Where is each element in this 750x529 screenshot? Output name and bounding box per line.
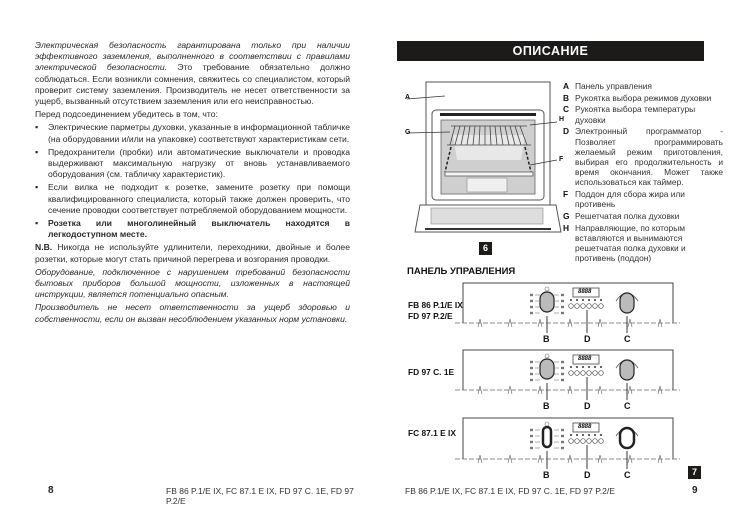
model-name: FC 87.1 E IX [408, 428, 456, 438]
mode-symbol [530, 373, 533, 375]
temperature-knob [620, 360, 634, 380]
programmer-icon [582, 434, 584, 436]
page-number: 9 [692, 485, 698, 496]
programmer-button [581, 304, 586, 309]
panel-1-display: 8888 [578, 289, 592, 295]
label-h: H [559, 116, 565, 123]
bullet-item: ▪ Если вилка не подходит к розетке, замените розетку при помощи квалифицированного специалиста, который также должен проверить, что сечение проводки соответствует потребляемой оборудованием мощности. [35, 182, 350, 216]
nb-label: N.B. [35, 242, 53, 253]
nb-paragraph [35, 242, 350, 264]
legend-text: Рукоятка выбора режимов духовки [575, 92, 712, 103]
panel-frame [463, 350, 673, 390]
bullet-item: ▪ Электрические парметры духовки, указанные в информационной табличке (на оборудовании и/или на упаковке) соответствуют характеристикам сети. [35, 122, 350, 144]
safety-text [35, 40, 350, 327]
programmer-icon [570, 299, 572, 301]
warning-italic-2: Производитель не несет ответственности за ущерб здоровью и собственности, если он вызван несоблюдением указанных норм установки. [35, 302, 350, 324]
panel-2-label-b: B [543, 401, 550, 411]
mode-symbol [530, 312, 533, 314]
before-connect-text: Перед подсоединением убедитесь в том, что: [35, 109, 218, 120]
programmer-icon [600, 434, 602, 436]
programmer-button [581, 439, 586, 444]
mode-knob [540, 359, 554, 379]
programmer-button [599, 439, 604, 444]
legend-text: Поддон для сбора жира или противень [575, 189, 685, 210]
mode-symbol [530, 367, 533, 369]
programmer-button [569, 304, 574, 309]
mode-symbol [530, 300, 533, 302]
knob-symbol [545, 354, 549, 358]
programmer-icon [600, 299, 602, 301]
label-a: A [405, 94, 411, 101]
mode-knob [543, 427, 551, 447]
panel-frame [463, 283, 673, 323]
programmer-icon [570, 366, 572, 368]
panel-frame [463, 418, 673, 459]
section-header: ОПИСАНИЕ [397, 41, 704, 61]
mode-symbol [561, 361, 564, 363]
mode-symbol [530, 361, 533, 363]
programmer-icon [576, 299, 578, 301]
mode-symbol [530, 435, 533, 437]
grounding-italic: Электрическая безопасность гарантирована только при наличии эффективного заземления, выполненного в соответствии с правилами электрической безопасности. [35, 40, 350, 73]
panel-3-display: 8888 [578, 424, 592, 430]
programmer-button [587, 439, 592, 444]
legend-key: F [563, 189, 569, 200]
mode-symbol [561, 312, 564, 314]
mode-symbol [561, 306, 564, 308]
mode-symbol [561, 373, 564, 375]
panel-1-label-c: C [624, 334, 631, 344]
programmer-icon [582, 366, 584, 368]
programmer-button [581, 371, 586, 376]
programmer-button [587, 371, 592, 376]
programmer-icon [588, 366, 590, 368]
mode-knob [540, 292, 554, 312]
panel-3-label-d: D [584, 470, 591, 480]
bullet-item: ▪ Предохранители (пробки) или автоматические выключатели и проводка выдерживают максимальную нагрузку от вновь устанавливаемого оборудования (см. табличку характеристик). [35, 147, 350, 181]
mode-symbol [561, 447, 564, 449]
label-f: F [559, 156, 564, 163]
mode-symbol [530, 447, 533, 449]
programmer-button [575, 439, 580, 444]
legend-text: Решетчатая полка духовки [575, 210, 680, 221]
legend-text: Рукоятка выбора температуры духовки [575, 104, 696, 125]
panel-2-label-d: D [584, 401, 591, 411]
programmer-button [569, 371, 574, 376]
nb-text: Никогда не используйте удлинители, переходники, двойные и более розетки, которые могут стать причиной перегрева и возгорания проводки. [35, 242, 350, 264]
programmer-icon [576, 434, 578, 436]
footer-models: FB 86 P.1/E IX, FC 87.1 E IX, FD 97 C. 1E, FD 97 P.2/E [166, 486, 354, 506]
legend-text: Электронный программатор - Позволяет программировать желаемый режим приготовления, выбирая его продолжительность и время окончания. Может также использоваться как таймер. [575, 126, 723, 188]
panel-3-label-c: C [624, 470, 631, 480]
programmer-button [593, 304, 598, 309]
programmer-button [599, 371, 604, 376]
knob-symbol [545, 287, 549, 291]
legend-text: Панель управления [575, 81, 652, 91]
programmer-button [569, 439, 574, 444]
programmer-button [593, 439, 598, 444]
programmer-button [575, 304, 580, 309]
mode-symbol [561, 441, 564, 443]
panel-2-display: 8888 [578, 356, 592, 362]
mode-symbol [530, 294, 533, 296]
panel-3-label-b: B [543, 470, 550, 480]
programmer-button [587, 304, 592, 309]
legend-key: A [563, 81, 570, 91]
page-number: 8 [48, 485, 54, 496]
panel-2-label-c: C [624, 401, 631, 411]
model-name: FD 97 C. 1E [408, 367, 455, 377]
figure-7-badge: 7 [688, 466, 701, 479]
mode-symbol [530, 441, 533, 443]
mode-symbol [561, 379, 564, 381]
legend-key: G [563, 210, 570, 221]
programmer-icon [594, 299, 596, 301]
mode-symbol [530, 429, 533, 431]
grounding-text: Это требование обязательно должно соблюдаться. Если возникли сомнения, свяжитесь со специалистом, который проверит систему заземления. Производитель не несет ответственности за ущерб, вызванный отсутствием заземления или его неисправностью. [35, 62, 350, 107]
panel-1-label-d: D [584, 334, 591, 344]
programmer-icon [588, 434, 590, 436]
programmer-icon [594, 366, 596, 368]
mode-symbol [561, 294, 564, 296]
control-panel-title: ПАНЕЛЬ УПРАВЛЕНИЯ [407, 266, 516, 277]
programmer-icon [576, 366, 578, 368]
figure-6-badge: 6 [479, 242, 492, 255]
legend-text: Направляющие, по которым вставляются и вынимаются решетчатая полка духовки и противень (поддон) [575, 222, 686, 264]
temperature-knob [620, 428, 634, 448]
label-g: G [405, 129, 411, 136]
legend-key: H [563, 222, 570, 233]
legend-key: C [563, 104, 570, 115]
programmer-button [575, 371, 580, 376]
programmer-icon [582, 299, 584, 301]
mode-symbol [530, 306, 533, 308]
panel-1-label-b: B [543, 334, 550, 344]
mode-symbol [561, 300, 564, 302]
legend-key: B [563, 92, 570, 103]
mode-symbol [561, 367, 564, 369]
legend-key: D [563, 126, 570, 137]
programmer-icon [570, 434, 572, 436]
grounding-paragraph [35, 40, 350, 107]
model-name: FB 86 P.1/E IX [408, 300, 463, 310]
footer-models: FB 86 P.1/E IX, FC 87.1 E IX, FD 97 C. 1E, FD 97 P.2/E [405, 486, 615, 496]
mode-symbol [530, 379, 533, 381]
programmer-icon [594, 434, 596, 436]
temperature-knob [620, 293, 634, 313]
mode-symbol [561, 429, 564, 431]
mode-symbol [561, 435, 564, 437]
bullet-item-bold: ▪ Розетка или многолинейный выключатель находятся в легкодоступном месте. [35, 218, 350, 240]
programmer-icon [600, 366, 602, 368]
programmer-button [599, 304, 604, 309]
programmer-icon [588, 299, 590, 301]
knob-symbol [545, 422, 549, 426]
programmer-button [593, 371, 598, 376]
right-page [375, 0, 750, 529]
model-name: FD 97 P.2/E [408, 311, 453, 321]
warning-italic-1: Оборудование, подключенное с нарушением требований безопасности бытовых приборов большой мощности, изложенных в настоящей инструкции, является потенциально опасным. [35, 266, 350, 300]
control-panels-illustration [375, 0, 750, 529]
